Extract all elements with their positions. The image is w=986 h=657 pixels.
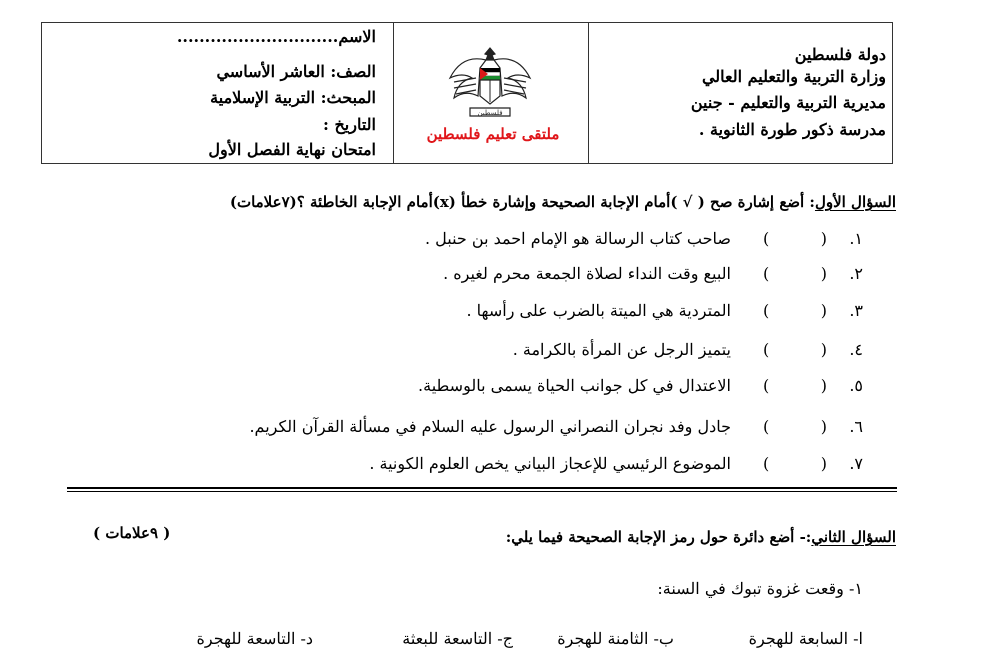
- q2-option-d[interactable]: د- التاسعة للهجرة: [196, 629, 313, 648]
- item-number: ٢.: [849, 264, 863, 283]
- header-school: مدرسة ذكور طورة الثانوية .: [698, 120, 886, 139]
- q2-question-1-text: ١- وقعت غزوة تبوك في السنة:: [657, 579, 863, 598]
- item-number: ٦.: [849, 417, 863, 436]
- q2-heading: [506, 527, 896, 547]
- q2-option-a[interactable]: ا- السابعة للهجرة: [748, 629, 863, 648]
- q1-title: السؤال الأول: [814, 193, 896, 211]
- section-divider-thin: [67, 491, 897, 492]
- header-date: التاريخ :: [322, 115, 376, 134]
- header-grade: الصف: العاشر الأساسي: [216, 62, 376, 81]
- q2-instruction: :- أضع دائرة حول رمز الإجابة الصحيحة فيما يلي:: [505, 528, 812, 546]
- q1-instruction: : أضع إشارة صح ( √ )أمام الإجابة الصحيحة وإشارة خطأ (x)أمام الإجابة الخاطئة ؟: [296, 193, 815, 211]
- item-text: المتردية هي الميتة بالضرب على رأسها .: [466, 301, 731, 320]
- q1-marks: (٧علامات): [229, 193, 297, 211]
- q1-heading: [230, 192, 896, 212]
- item-text: صاحب كتاب الرسالة هو الإمام احمد بن حنبل .: [424, 229, 731, 248]
- q2-title: السؤال الثاني: [811, 528, 896, 546]
- item-number: ٥.: [849, 376, 863, 395]
- item-text: يتميز الرجل عن المرأة بالكرامة .: [512, 340, 731, 359]
- section-divider-thick: [67, 487, 897, 489]
- item-text: الاعتدال في كل جوانب الحياة يسمى بالوسطية.: [418, 376, 731, 395]
- item-number: ٧.: [849, 454, 863, 473]
- palestine-eagle-emblem-icon: [440, 38, 540, 126]
- header-divider-right: [588, 22, 589, 164]
- header-directorate: مديرية التربية والتعليم - جنين: [690, 93, 886, 112]
- header-divider-left: [393, 22, 394, 164]
- header-state: دولة فلسطين: [794, 45, 886, 64]
- item-text: البيع وقت النداء لصلاة الجمعة محرم لغيره .: [443, 264, 731, 283]
- item-text: جادل وفد نجران النصراني الرسول عليه السلام في مسألة القرآن الكريم.: [249, 417, 731, 436]
- logo-text: فلسطين: [477, 109, 503, 117]
- item-number: ٣.: [849, 301, 863, 320]
- q2-marks: ( ٩علامات ): [93, 524, 171, 542]
- header-subject: المبحث: التربية الإسلامية: [210, 88, 376, 107]
- item-number: ١.: [849, 229, 863, 248]
- header-exam-title: امتحان نهاية الفصل الأول: [208, 140, 376, 159]
- header-ministry: وزارة التربية والتعليم العالي: [701, 67, 886, 86]
- item-number: ٤.: [849, 340, 863, 359]
- student-name-field: الاسم.............................: [176, 27, 376, 46]
- q2-option-c[interactable]: ج- التاسعة للبعثة: [402, 629, 513, 648]
- q2-option-b[interactable]: ب- الثامنة للهجرة: [557, 629, 674, 648]
- logo-caption: ملتقى تعليم فلسطين: [426, 125, 560, 143]
- item-text: الموضوع الرئيسي للإعجاز البياني يخص العلوم الكونية .: [369, 454, 731, 473]
